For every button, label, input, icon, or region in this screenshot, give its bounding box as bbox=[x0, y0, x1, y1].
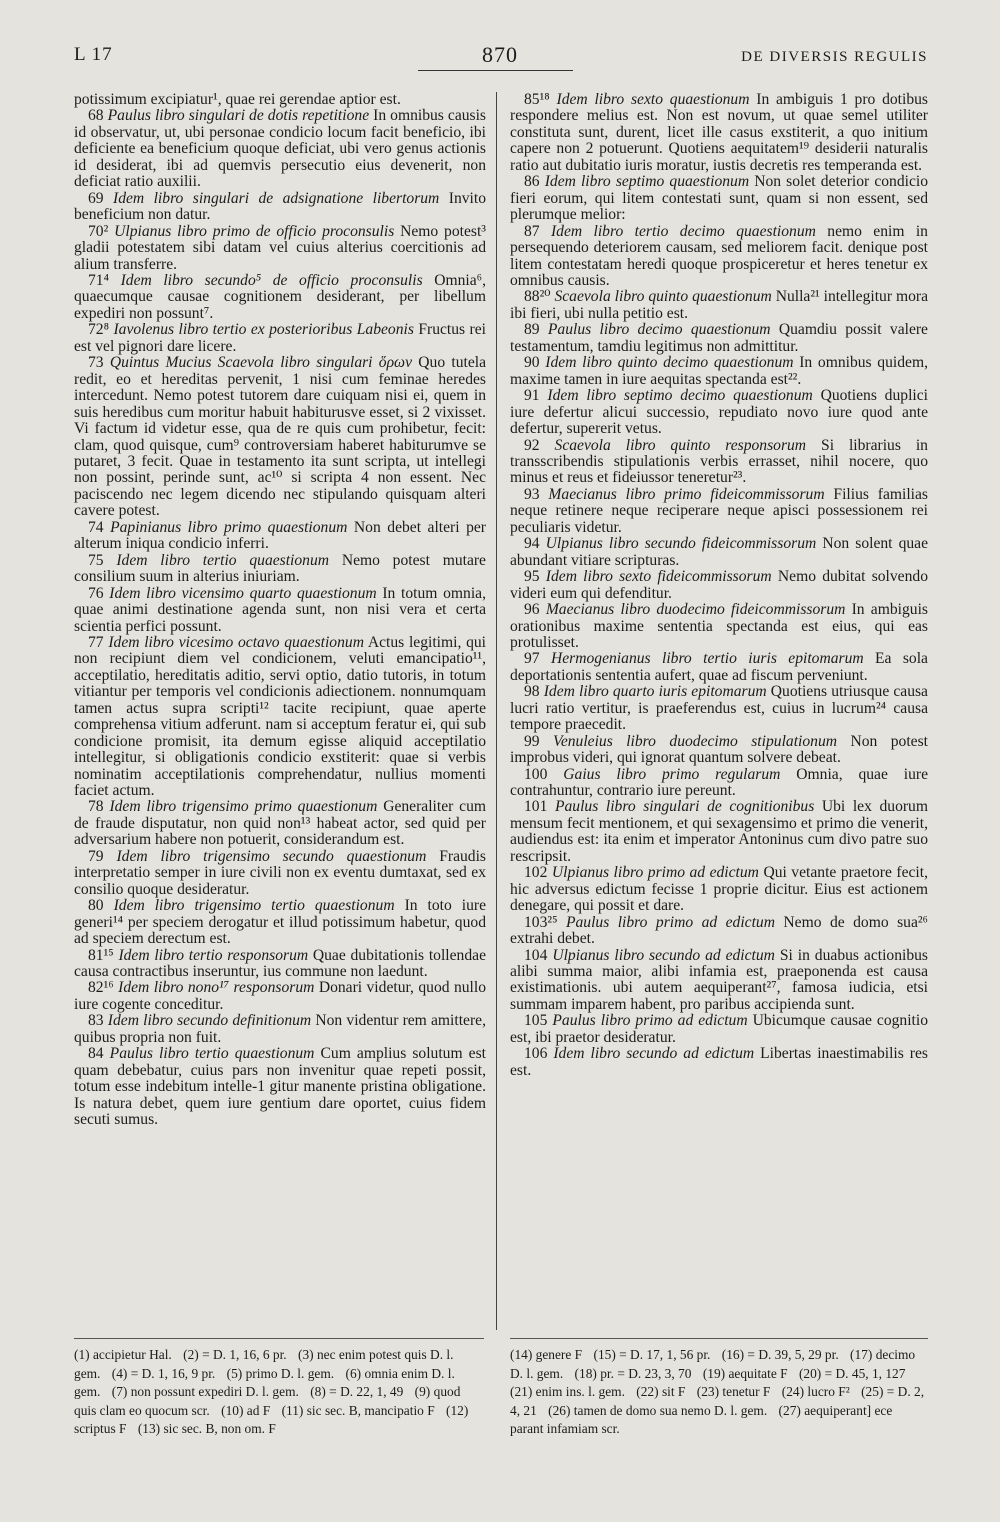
fragment-source: Paulus libro singulari de cognitionibus bbox=[554, 798, 815, 816]
fragment-number: 102 bbox=[524, 864, 548, 882]
law-fragment bbox=[74, 92, 486, 108]
fragment-number: 90 bbox=[524, 354, 540, 372]
fragment-source: Idem libro vicensimo quarto quaestionum bbox=[109, 584, 377, 602]
fragment-number: 85¹⁸ bbox=[524, 91, 550, 108]
law-fragment bbox=[74, 586, 486, 635]
fragment-number: 87 bbox=[524, 222, 540, 240]
fragment-number: 105 bbox=[524, 1012, 548, 1030]
fragment-number: 78 bbox=[88, 798, 104, 816]
fragment-source: Idem libro quarto iuris epitomarum bbox=[543, 683, 767, 701]
law-fragment bbox=[74, 322, 486, 355]
law-fragment bbox=[510, 734, 928, 767]
fragment-number: 83 bbox=[88, 1012, 104, 1030]
fragment-source: Idem libro trigensimo secundo quaestionum bbox=[116, 847, 427, 865]
fragment-text: Donari videtur, quod nullo iure cogente conceditur. bbox=[74, 979, 487, 1013]
fragment-text: In omnibus causis id observatur, ut, ubi personae condicio locum facit beneficio, ibi deficiente ea beneficium quoque deficiat, ubi vero genus actionis id desiderat, ibi ad quemvis persecutio eius devenerit, non deficiat ratio auxilii. bbox=[74, 107, 487, 191]
fragment-number: 71⁴ bbox=[88, 271, 110, 289]
page-number: 870 bbox=[482, 42, 518, 67]
fragment-text: Libertas inaestimabilis res est. bbox=[510, 1045, 928, 1079]
footnote: (2) = D. 1, 16, 6 pr. bbox=[183, 1347, 287, 1362]
fragment-number: 77 bbox=[88, 633, 104, 651]
footnote: (5) primo D. l. gem. bbox=[226, 1365, 335, 1381]
footnote: (26) tamen de domo sua nemo D. l. gem. bbox=[548, 1402, 768, 1418]
fragment-number: 70² bbox=[88, 222, 109, 240]
law-fragment bbox=[510, 224, 928, 290]
fragment-text: In omnibus quidem, maxime tamen in iure aequitas spectanda est²². bbox=[510, 354, 928, 388]
fragment-number: 74 bbox=[88, 518, 104, 536]
fragment-text: Ubi lex duorum mensum fecit mentionem, et qui sexagensimo et primo die venerit, audiendus est: ita enim et imperator Antoninus cum divo patre suo rescripsit. bbox=[510, 798, 928, 865]
footnote: (21) enim ins. l. gem. bbox=[510, 1384, 625, 1399]
fragment-number: 104 bbox=[524, 946, 548, 964]
fragment-text: In ambiguis orationibus maxime sententia spectanda est eius, qui eas protulisset. bbox=[510, 601, 928, 651]
fragment-text: Cum amplius solutum est quam debebatur, cuius pars non invenitur quae repeti possit, totum esse indebitum intelle-1 gitur manente pristina obligatione. Is natura debet, quem iure gentium dare oportet, cuius fidem secuti sumus. bbox=[74, 1045, 487, 1129]
footnote: (8) = D. 22, 1, 49 bbox=[310, 1384, 404, 1399]
law-fragment bbox=[510, 92, 928, 174]
fragment-text: Non solet deterior condicio fieri eorum, qui litem contestati sunt, quam si non essent, sed plerumque melior: bbox=[510, 173, 929, 224]
law-fragment bbox=[74, 1013, 486, 1046]
law-fragment bbox=[74, 553, 486, 586]
fragment-source: Paulus libro decimo quaestionum bbox=[547, 321, 771, 339]
law-fragment bbox=[510, 174, 928, 223]
fragment-source: Ulpianus libro primo de officio proconsulis bbox=[114, 222, 395, 240]
fragment-source: Idem libro singulari de adsignatione libertorum bbox=[113, 189, 440, 207]
fragment-source: Ulpianus libro secundo fideicommissorum bbox=[545, 535, 817, 553]
law-fragment bbox=[74, 108, 486, 190]
law-fragment bbox=[510, 948, 928, 1014]
law-fragment bbox=[74, 980, 486, 1013]
footnote: (7) non possunt expediri D. l. gem. bbox=[111, 1384, 299, 1399]
fragment-source: Idem libro tertio responsorum bbox=[118, 946, 309, 964]
law-fragment bbox=[510, 767, 928, 800]
fragment-number: 101 bbox=[524, 798, 548, 816]
footnote: (10) ad F bbox=[221, 1402, 271, 1418]
fragment-number: 75 bbox=[88, 551, 104, 569]
footnote: (1) accipietur Hal. bbox=[74, 1347, 172, 1362]
fragment-source: Hermogenianus libro tertio iuris epitomarum bbox=[550, 650, 864, 668]
fragment-text: Nulla²¹ intellegitur mora ibi fieri, ubi nulla petitio est. bbox=[510, 288, 928, 322]
fragment-number: 69 bbox=[88, 189, 104, 207]
footnote: (17) decimo D. l. gem. bbox=[510, 1347, 916, 1381]
fragment-number: 86 bbox=[524, 173, 540, 191]
fragment-source: Paulus libro singulari de dotis repetitione bbox=[107, 107, 370, 125]
footnote: (19) aequitate F bbox=[702, 1365, 788, 1381]
fragment-number: 76 bbox=[88, 584, 104, 602]
law-fragment bbox=[510, 322, 928, 355]
fragment-text: Ea sola deportationis sententia aufert, quae ad fiscum perveniunt. bbox=[510, 650, 928, 684]
fragment-text: nemo enim in persequendo deteriorem causam, sed meliorem facit. denique post litem contestatam heredi quoque prospiceretur et heres tenetur ex omnibus causis. bbox=[510, 222, 928, 289]
fragment-text: In ambiguis 1 pro dotibus respondere melius est. Non est novum, ut quae semel utiliter constituta sunt, durent, licet ille casus exstiterit, a quo initium capere non 2 potuerunt. Quotiens aequitatem¹⁹ desiderii naturalis ratio aut dubitatio iuris moratur, iustis decretis res temperanda est. bbox=[510, 91, 928, 174]
fragment-text: Nemo potest³ gladii potestatem sibi datam vel cuius alterius coercitionis ad alium transferre. bbox=[74, 222, 486, 273]
footnote: (9) quod quis clam eo quocum scr. bbox=[74, 1384, 461, 1418]
fragment-text: Quotiens utriusque causa lucri ratio vertitur, is praeferendus est, cuius in lucrum²⁴ causa tempore praecedit. bbox=[510, 683, 928, 734]
fragment-text: In totum omnia, quae animi destinatione agenda sunt, non nisi vera et certa scientia perfici possunt. bbox=[74, 584, 486, 635]
law-fragment bbox=[510, 1013, 928, 1046]
footnotes-left bbox=[74, 1346, 484, 1439]
footnote-rule-left bbox=[74, 1338, 484, 1339]
law-fragment bbox=[74, 948, 486, 981]
fragment-text: potissimum excipiatur¹, quae rei gerendae aptior est. bbox=[74, 91, 401, 108]
law-fragment bbox=[510, 602, 928, 651]
fragment-number: 100 bbox=[524, 765, 548, 783]
law-fragment bbox=[510, 388, 928, 437]
law-fragment bbox=[510, 438, 928, 487]
law-fragment bbox=[74, 898, 486, 947]
law-fragment bbox=[74, 849, 486, 898]
fragment-text: Non potest improbus videri, qui ignorat quantum solvere debeat. bbox=[510, 732, 928, 767]
footnote: (4) = D. 1, 16, 9 pr. bbox=[111, 1365, 216, 1381]
fragment-text: Si librarius in transscribendis stipulationis verbis errasset, nihil nocere, quo minus et reus et fideiussor teneretur²³. bbox=[510, 436, 928, 487]
fragment-source: Idem libro nono¹⁷ responsorum bbox=[118, 979, 315, 997]
fragment-number: 92 bbox=[524, 436, 540, 454]
law-fragment bbox=[510, 915, 928, 948]
fragment-text: Omnia, quae iure contrahuntur, contrario iure pereunt. bbox=[510, 765, 928, 800]
law-fragment bbox=[510, 799, 928, 865]
law-fragment bbox=[510, 684, 928, 733]
fragment-source: Paulus libro primo ad edictum bbox=[552, 1012, 748, 1030]
fragment-number: 73 bbox=[88, 354, 104, 372]
fragment-number: 97 bbox=[524, 650, 540, 668]
fragment-text: Generaliter cum de fraude disputatur, non quid non¹³ habeat actor, sed quid per adversarium habere non potuerit, considerandum est. bbox=[74, 798, 487, 849]
fragment-source: Idem libro tertio quaestionum bbox=[116, 551, 330, 569]
fragment-source: Maecianus libro primo fideicommissorum bbox=[548, 485, 825, 503]
law-fragment bbox=[510, 1046, 928, 1079]
running-head-left: L 17 bbox=[74, 44, 113, 65]
law-fragment bbox=[510, 289, 928, 322]
fragment-number: 82¹⁶ bbox=[88, 979, 114, 997]
law-fragment bbox=[74, 224, 486, 273]
law-fragment bbox=[74, 635, 486, 800]
fragment-source: Maecianus libro duodecimo fideicommissorum bbox=[545, 601, 846, 619]
footnote: (11) sic sec. B, mancipatio F bbox=[281, 1402, 435, 1418]
footnotes-right bbox=[510, 1346, 928, 1439]
fragment-text: Invito beneficium non datur. bbox=[74, 189, 486, 224]
footnote: (15) = D. 17, 1, 56 pr. bbox=[593, 1347, 711, 1362]
right-column bbox=[510, 92, 928, 1079]
footnote: (25) = D. 2, 4, 21 bbox=[510, 1384, 925, 1418]
footnote: (24) lucro F² bbox=[781, 1384, 850, 1399]
footnote-rule-right bbox=[510, 1338, 928, 1339]
fragment-number: 94 bbox=[524, 535, 540, 553]
fragment-source: Idem libro septimo quaestionum bbox=[544, 173, 750, 191]
fragment-number: 98 bbox=[524, 683, 540, 701]
footnote: (22) sit F bbox=[636, 1384, 686, 1399]
law-fragment bbox=[510, 355, 928, 388]
law-fragment bbox=[510, 487, 928, 536]
fragment-source: Scaevola libro quinto quaestionum bbox=[554, 288, 772, 306]
footnote: (18) pr. = D. 23, 3, 70 bbox=[574, 1365, 692, 1381]
law-fragment bbox=[510, 651, 928, 684]
fragment-source: Papinianus libro primo quaestionum bbox=[110, 518, 348, 536]
fragment-number: 95 bbox=[524, 568, 540, 586]
fragment-source: Idem libro secundo ad edictum bbox=[553, 1045, 755, 1063]
fragment-number: 79 bbox=[88, 847, 104, 865]
fragment-number: 96 bbox=[524, 601, 540, 619]
fragment-source: Paulus libro tertio quaestionum bbox=[109, 1045, 315, 1063]
fragment-text: Quo tutela redit, eo et hereditas pervenit, 1 nisi cum feminae heredes intercedunt. Nemo potest tutorem dare cuiquam nisi ei, quem in suis heredibus cum moritur habuit habiturusve esset, si 2 vixisset. Vi factum id videtur esse, qua de re quis cum prohibetur, fecit: clam, quod quisque, cum⁹ controversiam haberet habiturumve se putaret, 3 fecit. Quae in testamento ita sunt scripta, ut intellegi non possint, perinde sunt, ac¹⁰ si scripta 4 non essent. Nec paciscendo nec legem dicendo nec stipulando quisquam alteri cavere potest. bbox=[74, 354, 487, 520]
law-fragment bbox=[74, 355, 486, 520]
fragment-text: Quotiens duplici iure defertur alicui successio, repudiato novo iure quod ante defertur, supererit vetus. bbox=[510, 387, 928, 438]
law-fragment bbox=[74, 799, 486, 848]
fragment-source: Idem libro secundo definitionum bbox=[107, 1012, 312, 1030]
fragment-text: In toto iure generi¹⁴ per speciem derogatur et illud potissimum habetur, quod ad speciem derectum est. bbox=[74, 897, 486, 948]
law-fragment bbox=[510, 865, 928, 914]
fragment-text: Ubicumque causae cognitio est, ibi praetor desideratur. bbox=[510, 1012, 929, 1046]
law-fragment bbox=[74, 191, 486, 224]
fragment-text: Nemo dubitat solvendo videri eum qui defenditur. bbox=[510, 568, 928, 602]
fragment-number: 89 bbox=[524, 321, 540, 339]
footnote: (6) omnia enim D. l. gem. bbox=[74, 1365, 455, 1399]
fragment-number: 72⁸ bbox=[88, 321, 110, 339]
fragment-number: 88²⁰ bbox=[524, 288, 551, 306]
fragment-source: Idem libro trigensimo tertio quaestionum bbox=[113, 897, 395, 915]
footnote: (3) nec enim potest quis D. l. gem. bbox=[74, 1347, 454, 1381]
fragment-source: Idem libro septimo decimo quaestionum bbox=[547, 387, 813, 405]
fragment-source: Gaius libro primo regularum bbox=[563, 765, 781, 783]
fragment-source: Idem libro tertio decimo quaestionum bbox=[550, 222, 816, 240]
left-column bbox=[74, 92, 486, 1129]
law-fragment bbox=[510, 536, 928, 569]
fragment-text: Non debet alteri per alterum iniqua condicio inferri. bbox=[74, 518, 487, 553]
fragment-source: Venuleius libro duodecimo stipulationum bbox=[553, 732, 838, 750]
fragment-number: 93 bbox=[524, 485, 540, 503]
column-divider bbox=[496, 92, 497, 1330]
fragment-text: Fructus rei est vel pignori dare licere. bbox=[74, 321, 486, 355]
fragment-text: Quae dubitationis tollendae causa contractibus inseruntur, ius commune non laedunt. bbox=[74, 946, 486, 981]
fragment-text: Filius familias neque retinere neque reciperare neque apisci possessionem rei peculiaris videtur. bbox=[510, 485, 928, 536]
fragment-source: Ulpianus libro primo ad edictum bbox=[551, 864, 759, 882]
fragment-source: Idem libro secundo⁵ de officio proconsulis bbox=[120, 271, 423, 289]
fragment-source: Idem libro sexto quaestionum bbox=[556, 91, 750, 108]
footnote: (13) sic sec. B, non om. F bbox=[137, 1421, 276, 1436]
footnote: (20) = D. 45, 1, 127 bbox=[798, 1365, 906, 1381]
fragment-number: 106 bbox=[524, 1045, 548, 1063]
footnote: (27) aequiperant] ece parant infamiam scr. bbox=[510, 1402, 893, 1436]
fragment-text: Non videntur rem amittere, quibus propria non fuit. bbox=[74, 1012, 486, 1046]
law-fragment bbox=[74, 273, 486, 322]
fragment-source: Idem libro quinto decimo quaestionum bbox=[545, 354, 794, 372]
footnote: (16) = D. 39, 5, 29 pr. bbox=[721, 1347, 839, 1362]
fragment-number: 68 bbox=[88, 107, 104, 125]
fragment-text: Nemo potest mutare consilium suum in alterius iniuriam. bbox=[74, 551, 486, 586]
fragment-text: Omnia⁶, quaecumque causae cognitionem desiderant, per libellum expediri non possunt⁷. bbox=[74, 271, 486, 322]
fragment-text: Quamdiu possit valere testamentum, tamdiu legitimus non admittitur. bbox=[510, 321, 928, 355]
fragment-source: Scaevola libro quinto responsorum bbox=[554, 436, 807, 454]
footnote: (23) tenetur F bbox=[696, 1384, 771, 1399]
fragment-text: Actus legitimi, qui non recipiunt diem vel condicionem, veluti emancipatio¹¹, acceptilatio, hereditatis aditio, servi optio, datio tutoris, in totum vitiantur per temporis vel condicionis adiectionem. nonnumquam tamen actus supra scripti¹² tacite recipiunt, quae aperte comprehensa vitium adferunt. nam si acceptum feratur ei, qui sub condicione promisit, ita demum egisse aliquid acceptilatio intellegitur, si obligationis condicio exstiterit: quae si verbis nominatim acceptilationis comprehendatur, nullius momenti faciet actum. bbox=[74, 633, 487, 800]
fragment-text: Qui vetante praetore fecit, hic adversus edictum fecisse 1 proprie dicitur. Eius est actionem denegare, qui possit et dare. bbox=[510, 864, 928, 915]
fragment-source: Quintus Mucius Scaevola libro singulari ὅρων bbox=[109, 354, 412, 372]
running-head-right: DE DIVERSIS REGULIS bbox=[741, 49, 928, 65]
law-fragment bbox=[510, 569, 928, 602]
fragment-source: Ulpianus libro secundo ad edictum bbox=[552, 946, 775, 964]
fragment-number: 81¹⁵ bbox=[88, 946, 114, 964]
fragment-source: Idem libro vicesimo octavo quaestionum bbox=[108, 633, 364, 651]
fragment-number: 103²⁵ bbox=[524, 913, 558, 931]
fragment-source: Iavolenus libro tertio ex posterioribus Labeonis bbox=[113, 321, 414, 339]
header-rule bbox=[418, 70, 573, 71]
fragment-text: Non solent quae abundant vitiare scripturas. bbox=[510, 535, 928, 569]
fragment-source: Idem libro sexto fideicommissorum bbox=[545, 568, 772, 586]
fragment-text: Si in duabus actionibus alibi summa maior, alibi infamia est, praeponenda est causa existimationis. ubi autem aequiperant²⁷, famosa iudicia, etsi summam imparem habent, pro paribus accipienda sunt. bbox=[510, 946, 928, 1013]
fragment-number: 99 bbox=[524, 732, 540, 750]
law-fragment bbox=[74, 520, 486, 553]
law-fragment bbox=[74, 1046, 486, 1128]
footnote: (12) scriptus F bbox=[74, 1402, 469, 1436]
fragment-text: Nemo de domo sua²⁶ extrahi debet. bbox=[510, 913, 928, 948]
fragment-number: 84 bbox=[88, 1045, 104, 1063]
fragment-text: Fraudis interpretatio semper in iure civili non ex eventu dumtaxat, sed ex consilio quoque desideratur. bbox=[74, 847, 486, 898]
footnote: (14) genere F bbox=[510, 1347, 583, 1362]
fragment-number: 91 bbox=[524, 387, 540, 405]
fragment-source: Idem libro trigensimo primo quaestionum bbox=[109, 798, 378, 816]
fragment-source: Paulus libro primo ad edictum bbox=[565, 913, 775, 931]
fragment-number: 80 bbox=[88, 897, 104, 915]
